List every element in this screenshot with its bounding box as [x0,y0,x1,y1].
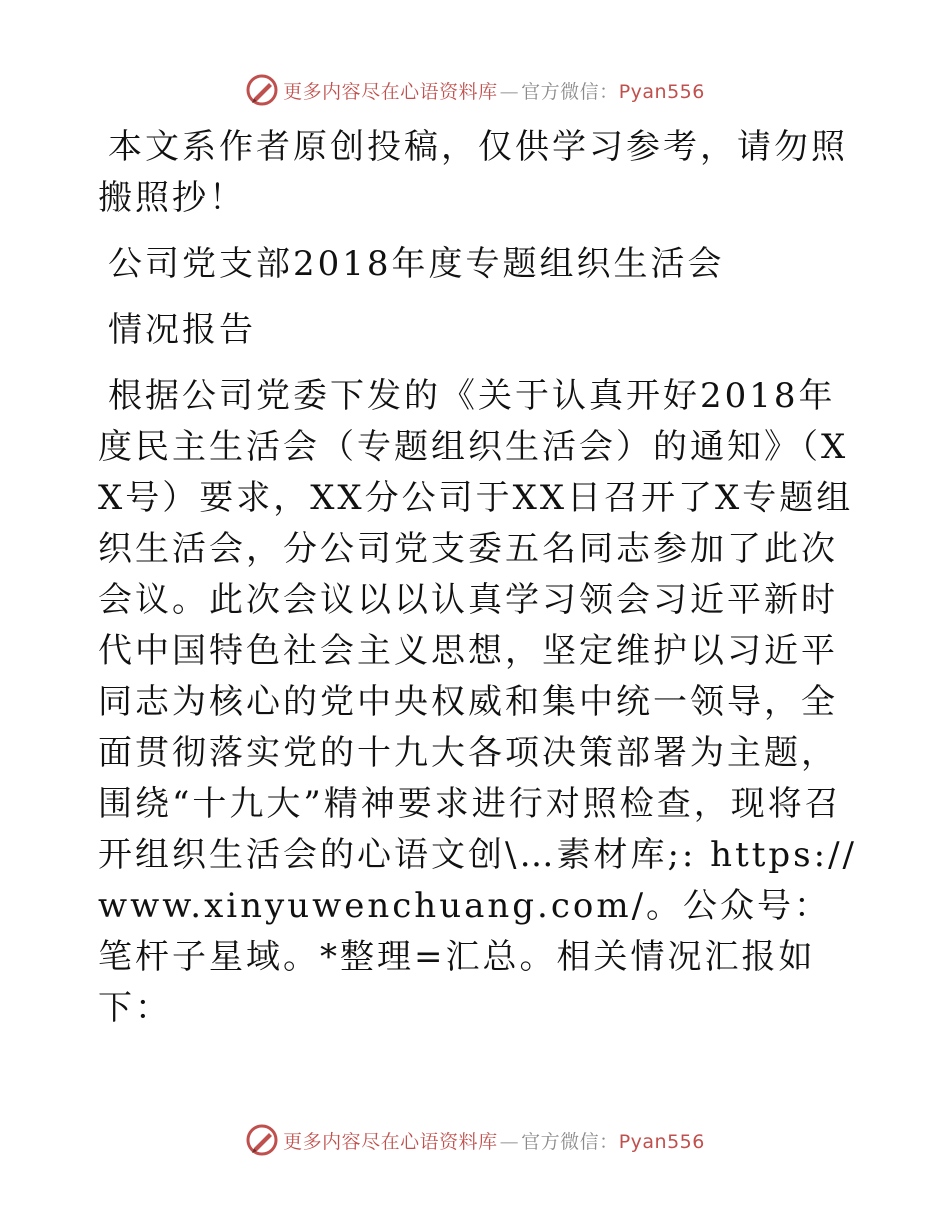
watermark-label: 官方微信： [521,80,619,103]
watermark-text [283,1127,705,1154]
watermark-id: Pyan556 [618,80,705,103]
body-paragraph: 根据公司党委下发的《关于认真开好2018年度民主生活会（专题组织生活会）的通知》（XX号）要求，XX分公司于XX日召开了X专题组织生活会，分公司党支委五名同志参加了此次会议。此次会议以以认真学习领会习近平新时代中国特色社会主义思想，坚定维护以习近平同志为核心的党中央权威和集中统一领导，全面贯彻落实党的十九大各项决策部署为主题，围绕“十九大”精神要求进行对照检查，现将召开组织生活会的心语文创\…素材库;: https://www.xinyuwenchuang.com/。公众号：笔杆子星域。*整理=汇总。相关情况汇报如下： [98,376,857,1028]
document-body [98,122,858,1034]
watermark-brand: 更多内容尽在心语资料库 [283,80,498,103]
watermark-banner-top [0,68,950,112]
watermark-separator: — [499,80,520,103]
title-line-1: 公司党支部2018年度专题组织生活会 [108,244,725,284]
pen-logo-icon [245,1123,279,1157]
notice-paragraph: 本文系作者原创投稿，仅供学习参考，请勿照搬照抄！ [98,127,848,218]
watermark-label: 官方微信： [521,1130,619,1153]
watermark-brand: 更多内容尽在心语资料库 [283,1130,498,1153]
watermark-banner-bottom [0,1118,950,1162]
title-line-2: 情况报告 [108,310,256,350]
watermark-text [283,77,705,104]
watermark-separator: — [499,1130,520,1153]
pen-logo-icon [245,73,279,107]
watermark-id: Pyan556 [618,1130,705,1153]
